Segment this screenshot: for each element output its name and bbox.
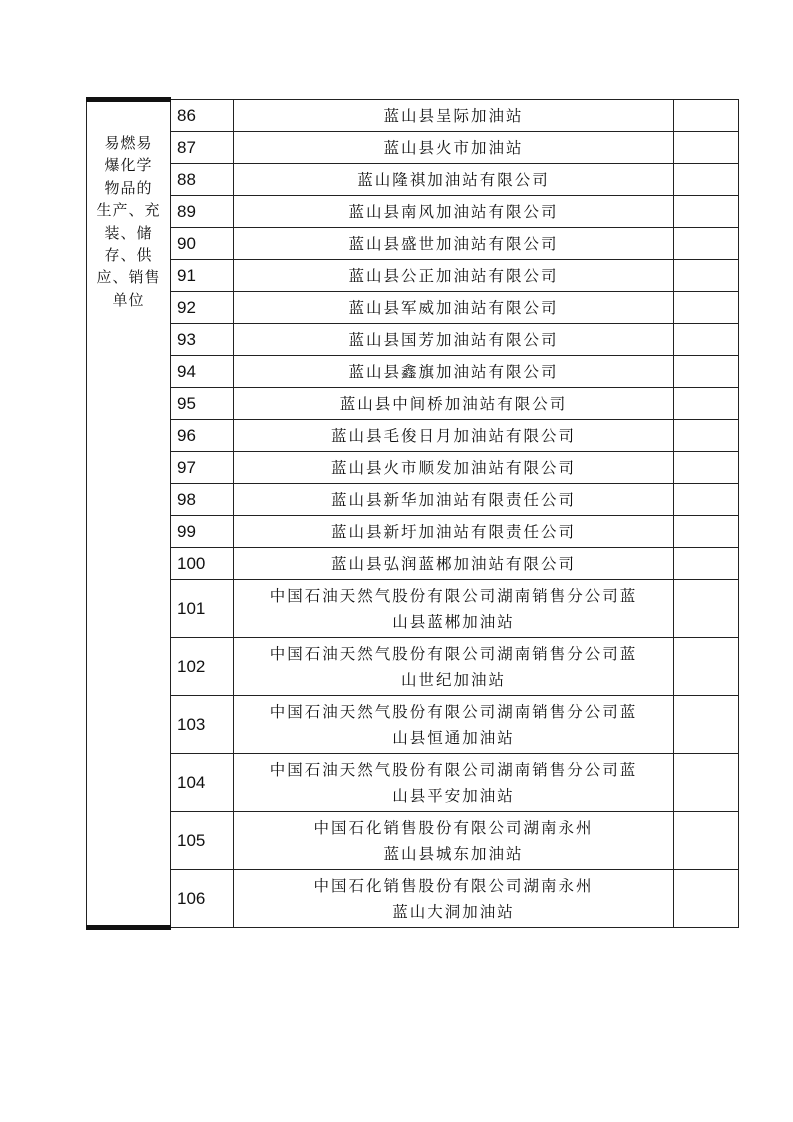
remarks-cell (674, 420, 739, 452)
station-name (234, 260, 674, 292)
remarks-cell (674, 638, 739, 696)
remarks-cell (674, 324, 739, 356)
remarks-cell (674, 870, 739, 928)
remarks-cell (674, 100, 739, 132)
station-name-line: 蓝山县中间桥加油站有限公司 (339, 394, 568, 413)
row-number: 96 (171, 420, 234, 452)
station-name-line: 蓝山县新圩加油站有限责任公司 (330, 522, 576, 541)
category-line: 爆化学 (104, 156, 153, 175)
table-row (87, 100, 739, 132)
row-number: 94 (171, 356, 234, 388)
remarks-cell (674, 164, 739, 196)
row-number: 87 (171, 132, 234, 164)
table-row (87, 132, 739, 164)
station-name (234, 452, 674, 484)
remarks-cell (674, 696, 739, 754)
station-name (234, 484, 674, 516)
category-line: 应、销售 (96, 268, 161, 287)
station-name-line: 蓝山县鑫旗加油站有限公司 (348, 362, 559, 381)
table-row (87, 484, 739, 516)
row-number: 97 (171, 452, 234, 484)
station-name (234, 548, 674, 580)
remarks-cell (674, 812, 739, 870)
row-number: 101 (171, 580, 234, 638)
station-table-body (87, 100, 739, 928)
station-name-line: 中国石油天然气股份有限公司湖南销售分公司蓝 (269, 702, 638, 721)
remarks-cell (674, 516, 739, 548)
station-name (234, 100, 674, 132)
station-name (234, 580, 674, 638)
station-name (234, 754, 674, 812)
remarks-cell (674, 548, 739, 580)
remarks-cell (674, 292, 739, 324)
station-name-line: 山世纪加油站 (400, 670, 506, 689)
row-number: 98 (171, 484, 234, 516)
row-number: 102 (171, 638, 234, 696)
remarks-cell (674, 388, 739, 420)
station-name-line: 中国石化销售股份有限公司湖南永州 (313, 876, 594, 895)
table-row (87, 548, 739, 580)
table-row (87, 388, 739, 420)
station-name-line: 蓝山县新华加油站有限责任公司 (330, 490, 576, 509)
table-row (87, 420, 739, 452)
category-line: 单位 (112, 290, 145, 309)
station-name (234, 228, 674, 260)
row-number: 91 (171, 260, 234, 292)
category-line: 生产、充 (96, 201, 161, 220)
remarks-cell (674, 452, 739, 484)
table-row (87, 324, 739, 356)
table-row (87, 870, 739, 928)
station-name (234, 638, 674, 696)
station-name-line: 蓝山县公正加油站有限公司 (348, 266, 559, 285)
table-row (87, 754, 739, 812)
remarks-cell (674, 580, 739, 638)
station-name (234, 324, 674, 356)
station-name (234, 132, 674, 164)
station-name-line: 蓝山隆祺加油站有限公司 (357, 170, 550, 189)
remarks-cell (674, 132, 739, 164)
row-number: 103 (171, 696, 234, 754)
row-number: 95 (171, 388, 234, 420)
row-number: 106 (171, 870, 234, 928)
table-row (87, 292, 739, 324)
category-cell (87, 100, 171, 928)
station-name-line: 蓝山县南风加油站有限公司 (348, 202, 559, 221)
station-name (234, 420, 674, 452)
remarks-cell (674, 484, 739, 516)
category-line: 存、供 (104, 246, 153, 265)
station-name-line: 蓝山大洞加油站 (392, 902, 515, 921)
station-name-line: 蓝山县弘润蓝郴加油站有限公司 (330, 554, 576, 573)
category-line: 物品的 (104, 178, 153, 197)
row-number: 92 (171, 292, 234, 324)
remarks-cell (674, 260, 739, 292)
row-number: 105 (171, 812, 234, 870)
station-name (234, 870, 674, 928)
table-row (87, 196, 739, 228)
station-name-line: 中国石化销售股份有限公司湖南永州 (313, 818, 594, 837)
station-name-line: 蓝山县国芳加油站有限公司 (348, 330, 559, 349)
station-name (234, 196, 674, 228)
station-name (234, 388, 674, 420)
row-number: 86 (171, 100, 234, 132)
category-line: 易燃易 (104, 134, 153, 152)
station-name-line: 山县平安加油站 (392, 786, 515, 805)
row-number: 89 (171, 196, 234, 228)
table-row (87, 638, 739, 696)
table-row (87, 164, 739, 196)
row-number: 93 (171, 324, 234, 356)
station-name (234, 516, 674, 548)
station-name-line: 蓝山县火市加油站 (383, 138, 524, 157)
station-name-line: 蓝山县盛世加油站有限公司 (348, 234, 559, 253)
table-row (87, 696, 739, 754)
row-number: 99 (171, 516, 234, 548)
station-name (234, 696, 674, 754)
station-name-line: 蓝山县火市顺发加油站有限公司 (330, 458, 576, 477)
station-name-line: 中国石油天然气股份有限公司湖南销售分公司蓝 (269, 586, 638, 605)
table-row (87, 260, 739, 292)
remarks-cell (674, 754, 739, 812)
station-name-line: 蓝山县军威加油站有限公司 (348, 298, 559, 317)
table-row (87, 812, 739, 870)
row-number: 100 (171, 548, 234, 580)
table-row (87, 452, 739, 484)
remarks-cell (674, 196, 739, 228)
station-name (234, 356, 674, 388)
station-table (86, 97, 739, 930)
station-name (234, 164, 674, 196)
station-name-line: 中国石油天然气股份有限公司湖南销售分公司蓝 (269, 760, 638, 779)
station-name-line: 山县恒通加油站 (392, 728, 515, 747)
station-name (234, 812, 674, 870)
row-number: 104 (171, 754, 234, 812)
station-name-line: 蓝山县毛俊日月加油站有限公司 (330, 426, 576, 445)
table-row (87, 356, 739, 388)
remarks-cell (674, 228, 739, 260)
remarks-cell (674, 356, 739, 388)
station-name-line: 蓝山县呈际加油站 (383, 106, 524, 125)
table-row (87, 580, 739, 638)
station-name-line: 蓝山县城东加油站 (383, 844, 524, 863)
station-name-line: 山县蓝郴加油站 (392, 612, 515, 631)
table-row (87, 228, 739, 260)
row-number: 88 (171, 164, 234, 196)
row-number: 90 (171, 228, 234, 260)
station-name (234, 292, 674, 324)
category-line: 装、储 (104, 223, 153, 242)
table-row (87, 516, 739, 548)
station-name-line: 中国石油天然气股份有限公司湖南销售分公司蓝 (269, 644, 638, 663)
